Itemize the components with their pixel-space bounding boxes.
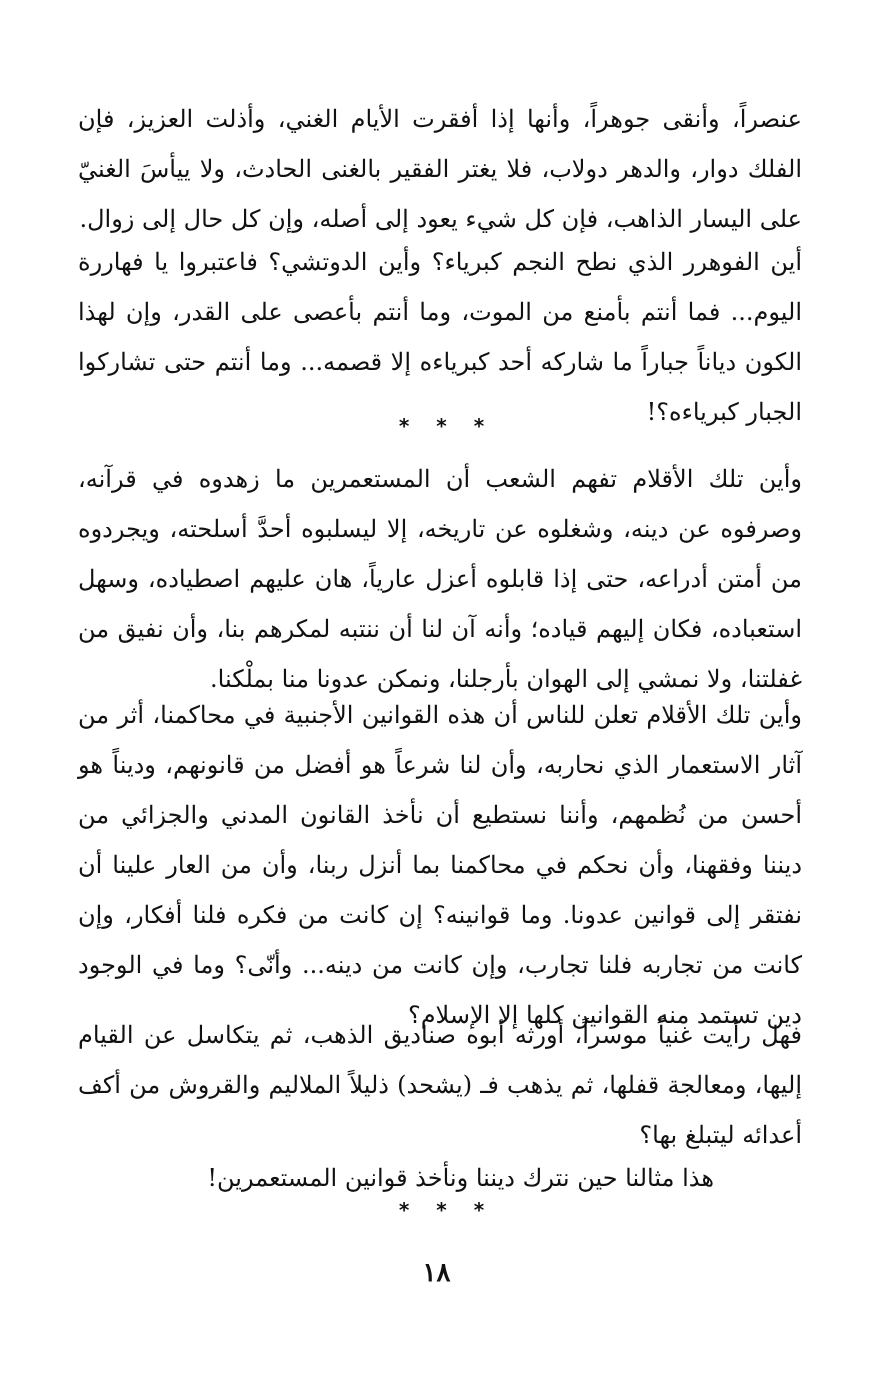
paragraph-5: فهل رأيت غنياً موسراً، أورثه أبوه صناديق الذهب، ثم يتكاسل عن القيام إليها، ومعالجة قفلها، ثم يذهب فـ (يشحد) ذليلاً الملاليم والقروش من أكف أعدائه ليتبلغ بها؟ [78,1021,802,1149]
paragraph-6: هذا مثالنا حين نترك ديننا ونأخذ قوانين المستعمرين! [207,1164,714,1192]
paragraph-4: وأين تلك الأقلام تعلن للناس أن هذه القوانين الأجنبية في محاكمنا، أثر من آثار الاستعمار الذي نحاربه، وأن لنا شرعاً هو أفضل من قانونهم، وديناً هو أحسن من نُظمهم، وأننا نستطيع أن نأخذ القانون المدني والجزائي من ديننا وفقهنا، وأن نحكم في محاكمنا بما أنزل ربنا، وأن من العار علينا أن نفتقر إلى قوانين عدونا. وما قوانينه؟ إن كانت من فكره فلنا أفكار، وإن كانت من تجاربه فلنا تجارب، وإن كانت من دينه... وأنّى؟ وما في الوجود دين تستمد منه القوانين كلها إلا الإسلام؟ [78,701,803,1029]
paragraph-3: وأين تلك الأقلام تفهم الشعب أن المستعمرين ما زهدوه في قرآنه، وصرفوه عن دينه، وشغلوه عن تاريخه، إلا ليسلبوه أحدَّ أسلحته، ويجردوه من أمتن أدراعه، حتى إذا قابلوه أعزل عارياً، هان عليهم اصطياده، وسهل استعباده، فكان إليهم قياده؛ وأنه آن لنا أن ننتبه لمكرهم بنا، وأن نفيق من غفلتنا، ولا نمشي إلى الهوان بأرجلنا، ونمكن عدونا منا بملْكنا. [78,465,802,693]
paragraph-1: عنصراً، وأنقى جوهراً، وأنها إذا أفقرت الأيام الغني، وأذلت العزيز، فإن الفلك دوار، والدهر دولاب، فلا يغتر الفقير بالغنى الحادث، ولا ييأسَ الغنيّ على اليسار الذاهب، فإن كل شيء يعود إلى أصله، وإن كل حال إلى زوال. [78,105,802,233]
paragraph-2: أين الفوهرر الذي نطح النجم كبرياء؟ وأين الدوتشي؟ فاعتبروا يا فهاررة اليوم... فما أنتم بأمنع من الموت، وما أنتم بأعصى على القدر، وإن لهذا الكون دياناً جباراً ما شاركه أحد كبرياءه إلا قصمه... وما أنتم حتى تشاركوا الجبار كبرياءه؟! [78,248,802,426]
page-number: ١٨ [422,1258,451,1288]
section-separator: * * * [398,414,495,438]
section-separator: * * * [398,1198,495,1222]
